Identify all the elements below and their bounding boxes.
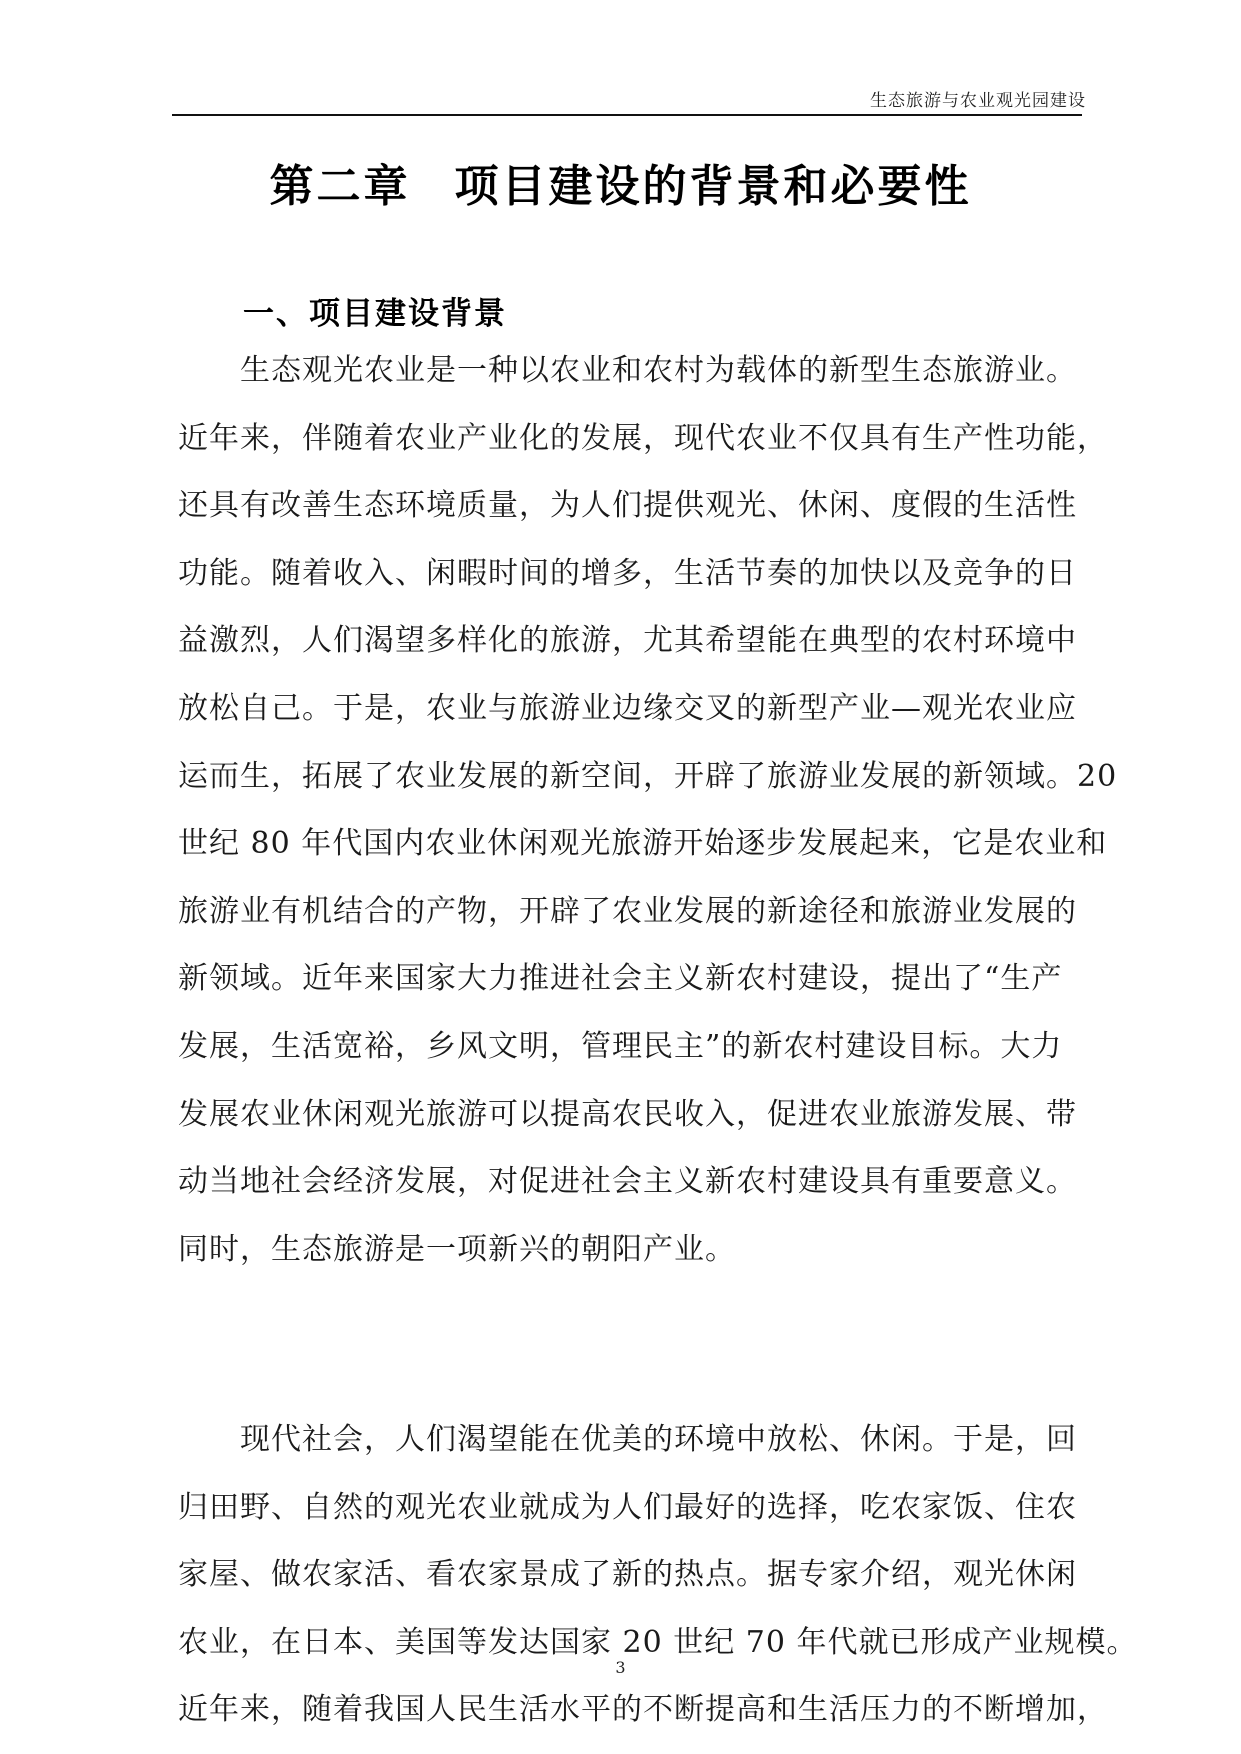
paragraph-1: [178, 337, 1118, 1283]
paragraph-line: 家屋、做农家活、看农家景成了新的热点。据专家介绍，观光休闲: [178, 1557, 1077, 1593]
chapter-number: 第二章: [269, 161, 411, 212]
paragraph-line: 发展农业休闲观光旅游可以提高农民收入，促进农业旅游发展、带: [178, 1096, 1077, 1132]
paragraph-line: 近年来，伴随着农业产业化的发展，现代农业不仅具有生产性功能，: [178, 420, 1108, 456]
paragraph-line: 近年来，随着我国人民生活水平的不断提高和生活压力的不断增加，: [178, 1692, 1108, 1728]
chapter-title: [0, 150, 1241, 214]
header-rule: [172, 114, 1082, 116]
running-header: 生态旅游与农业观光园建设: [870, 91, 1086, 111]
chapter-name: 项目建设的背景和必要性: [454, 161, 972, 212]
paragraph-2: [178, 1406, 1138, 1744]
paragraph-line: 世纪 80 年代国内农业休闲观光旅游开始逐步发展起来，它是农业和: [178, 826, 1108, 862]
paragraph-line: 现代社会，人们渴望能在优美的环境中放松、休闲。于是，回: [178, 1422, 1077, 1457]
paragraph-line: 旅游业有机结合的产物，开辟了农业发展的新途径和旅游业发展的: [178, 893, 1077, 929]
paragraph-line: 益激烈，人们渴望多样化的旅游，尤其希望能在典型的农村环境中: [178, 623, 1077, 659]
paragraph-line: 农业，在日本、美国等发达国家 20 世纪 70 年代就已形成产业规模。: [178, 1624, 1138, 1660]
paragraph-line: 功能。随着收入、闲暇时间的增多，生活节奏的加快以及竞争的日: [178, 555, 1077, 591]
paragraph-line: 生态观光农业是一种以农业和农村为载体的新型生态旅游业。: [178, 353, 1077, 388]
paragraph-line: 新领域。近年来国家大力推进社会主义新农村建设，提出了“生产: [178, 961, 1063, 997]
paragraph-line: 动当地社会经济发展，对促进社会主义新农村建设具有重要意义。: [178, 1164, 1077, 1200]
paragraph-line: 运而生，拓展了农业发展的新空间，开辟了旅游业发展的新领域。20: [178, 758, 1118, 794]
page-number: 3: [615, 1658, 626, 1677]
section-heading: 一、项目建设背景: [243, 296, 507, 332]
paragraph-line: 放松自己。于是，农业与旅游业边缘交叉的新型产业—观光农业应: [178, 690, 1077, 726]
paragraph-line: 归田野、自然的观光农业就成为人们最好的选择，吃农家饭、住农: [178, 1489, 1077, 1525]
paragraph-line: 同时，生态旅游是一项新兴的朝阳产业。: [178, 1231, 736, 1267]
paragraph-line: 发展，生活宽裕，乡风文明，管理民主”的新农村建设目标。大力: [178, 1028, 1063, 1064]
paragraph-line: 还具有改善生态环境质量，为人们提供观光、休闲、度假的生活性: [178, 488, 1077, 524]
